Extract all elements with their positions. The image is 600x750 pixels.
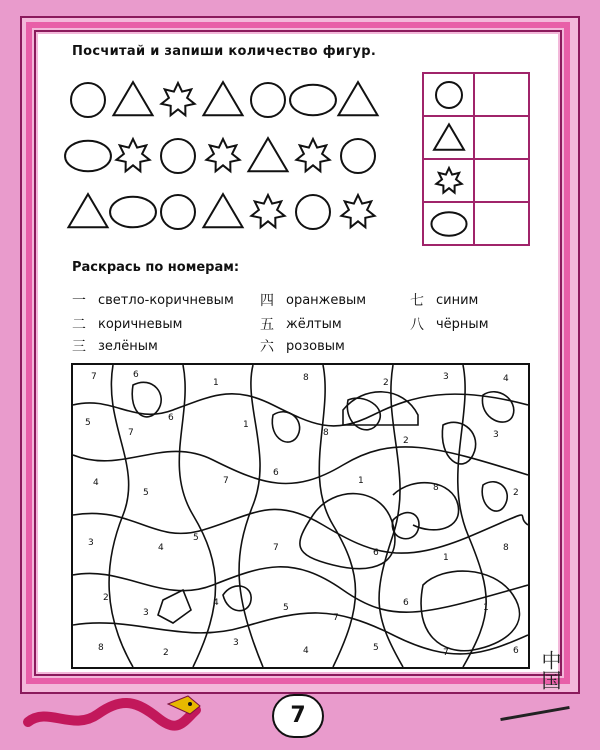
legend-item <box>410 290 478 310</box>
region-number: 8 <box>98 643 104 653</box>
region-number: 8 <box>503 543 509 553</box>
ellipse-shape <box>65 141 111 172</box>
triangle-shape <box>248 138 287 171</box>
star-shape <box>436 168 461 193</box>
legend-label: светло-коричневым <box>98 292 234 308</box>
region-number: 6 <box>133 370 139 380</box>
legend-glyph: 六 <box>260 339 274 355</box>
region-number: 5 <box>85 418 91 428</box>
legend-label: коричневым <box>98 316 183 332</box>
region-number: 2 <box>103 593 109 603</box>
region-number: 4 <box>158 543 164 553</box>
region-number: 3 <box>493 430 499 440</box>
circle-shape <box>436 82 462 108</box>
legend-item <box>260 336 345 356</box>
star-shape <box>116 139 149 171</box>
answer-grid-svg <box>424 74 528 244</box>
region-number: 5 <box>143 488 149 498</box>
star-shape <box>251 195 284 227</box>
ellipse-shape <box>290 85 336 116</box>
region-number: 2 <box>403 436 409 446</box>
region-number: 3 <box>233 638 239 648</box>
star-shape <box>341 195 374 227</box>
color-by-number-picture[interactable] <box>71 363 530 669</box>
region-number: 6 <box>273 468 279 478</box>
region-number: 3 <box>143 608 149 618</box>
legend-glyph: 三 <box>72 339 86 355</box>
legend-label: оранжевым <box>286 292 367 308</box>
region-number: 8 <box>323 428 329 438</box>
region-number: 6 <box>373 548 379 558</box>
legend-label: зелёным <box>98 338 158 354</box>
brush-decoration <box>500 706 569 721</box>
region-number: 3 <box>88 538 94 548</box>
legend-item <box>72 290 234 310</box>
star-shape <box>161 83 194 115</box>
region-number: 7 <box>273 543 279 553</box>
shapes-area <box>60 70 400 250</box>
page-number: 7 <box>272 694 324 738</box>
star-shape <box>206 139 239 171</box>
region-number: 5 <box>193 533 199 543</box>
triangle-shape <box>113 82 152 115</box>
legend-glyph: 八 <box>410 317 424 333</box>
side-chinese-text <box>536 650 564 690</box>
legend-label: чёрным <box>436 316 489 332</box>
circle-shape <box>251 83 285 117</box>
triangle-shape <box>203 82 242 115</box>
star-shape <box>296 139 329 171</box>
triangle-shape <box>203 194 242 227</box>
region-number: 2 <box>163 648 169 658</box>
region-number: 7 <box>333 613 339 623</box>
legend-glyph: 五 <box>260 317 274 333</box>
region-number: 1 <box>213 378 219 388</box>
region-number: 1 <box>358 476 364 486</box>
circle-shape <box>296 195 330 229</box>
legend-glyph: 七 <box>410 293 424 309</box>
region-number: 6 <box>168 413 174 423</box>
legend-item <box>72 314 182 334</box>
ellipse-shape <box>110 197 156 228</box>
region-number: 7 <box>223 476 229 486</box>
region-number: 7 <box>443 648 449 658</box>
circle-shape <box>341 139 375 173</box>
count-task-title: Посчитай и запиши количество фигур. <box>72 44 377 59</box>
circle-shape <box>71 83 105 117</box>
region-number: 2 <box>383 378 389 388</box>
legend-item <box>260 290 366 310</box>
legend-label: розовым <box>286 338 345 354</box>
region-number: 4 <box>303 646 309 656</box>
triangle-shape <box>338 82 377 115</box>
legend-item <box>410 314 489 334</box>
region-number: 1 <box>243 420 249 430</box>
picture-svg <box>73 365 528 667</box>
region-number: 6 <box>513 646 519 656</box>
region-number: 8 <box>303 373 309 383</box>
region-number: 4 <box>213 598 219 608</box>
legend-label: жёлтым <box>286 316 342 332</box>
legend-glyph: 四 <box>260 293 274 309</box>
legend-label: синим <box>436 292 479 308</box>
legend-glyph: 一 <box>72 293 86 309</box>
triangle-shape <box>434 124 464 149</box>
region-number: 1 <box>443 553 449 563</box>
circle-shape <box>161 139 195 173</box>
region-number: 7 <box>91 372 97 382</box>
region-number: 5 <box>373 643 379 653</box>
ellipse-shape <box>431 212 466 235</box>
region-number: 4 <box>503 374 509 384</box>
legend-glyph: 二 <box>72 317 86 333</box>
region-number: 3 <box>443 372 449 382</box>
side-char: 中国 <box>538 650 562 690</box>
legend-item <box>260 314 342 334</box>
triangle-shape <box>68 194 107 227</box>
region-number: 2 <box>513 488 519 498</box>
circle-shape <box>161 195 195 229</box>
region-number: 8 <box>433 483 439 493</box>
region-number: 5 <box>283 603 289 613</box>
region-number: 6 <box>403 598 409 608</box>
answer-grid[interactable] <box>422 72 530 246</box>
dragon-illustration <box>18 692 208 744</box>
color-task-title: Раскрась по номерам: <box>72 260 240 275</box>
region-number: 7 <box>128 428 134 438</box>
legend-item <box>72 336 158 356</box>
region-number: 4 <box>93 478 99 488</box>
region-number: 1 <box>483 603 489 613</box>
